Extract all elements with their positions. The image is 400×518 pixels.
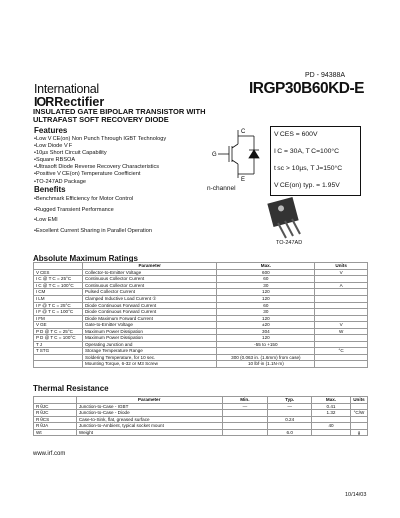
spec-vces: V CES = 600V [274,131,318,138]
table-cell: I C @ T C = 100°C [34,282,83,289]
table-cell: 0.24 [268,416,312,423]
table-cell [34,361,83,368]
benefits-heading: Benefits [34,185,66,194]
table-row [34,295,368,302]
table-cell [222,429,268,436]
table-cell: 304 [217,328,315,335]
table-cell: Soldering Temperature, for 10 sec. [82,354,217,361]
table-cell: Mounting Torque, 6-32 or M3 Screw [82,361,217,368]
table-cell [312,429,351,436]
column-header: Typ. [268,397,312,404]
table-cell: Collector-to-Emitter Voltage [82,269,217,276]
table-cell: 60 [217,302,315,309]
table-cell: I F @ T C = 100°C [34,309,83,316]
table-cell: °C/W [350,410,367,417]
table-cell: P D @ T C = 100°C [34,335,83,342]
table-cell: R θJA [34,423,77,430]
column-header: Parameter [82,263,217,270]
device-title-line2: ULTRAFAST SOFT RECOVERY DIODE [33,115,169,125]
table-cell: 120 [217,335,315,342]
table-cell: °C [315,348,368,355]
table-cell: V [315,269,368,276]
table-cell: R θJC [34,410,77,417]
table-cell: 60 [217,276,315,283]
table-cell: g [350,429,367,436]
table-cell: 300 (0.063 in. (1.6mm) from case) [217,354,315,361]
table-cell: 30 [217,309,315,316]
spec-tsc: t sc > 10µs, T J=150°C [274,165,343,172]
table-cell: Junction-to-Case - Diode [76,410,222,417]
igbt-symbol [208,126,270,184]
table-cell: — [222,403,268,410]
table-cell: 120 [217,295,315,302]
table-cell: Pulsed Collector Current [82,289,217,296]
table-cell: I C @ T C = 25°C [34,276,83,283]
feature-item: • 10µs Short Circuit Capability [34,150,166,157]
channel-label: n-channel [207,185,236,192]
benefits-list [34,194,152,236]
column-header: Units [315,263,368,270]
table-cell: Junction-to-Ambient, typical socket mount [76,423,222,430]
table-cell: 30 [217,282,315,289]
table-cell: -55 to +150 [217,341,315,348]
table-cell: T J [34,341,83,348]
table-cell: 0.41 [312,403,351,410]
table-row [34,429,368,436]
table-cell: T STG [34,348,83,355]
feature-item: • Ultrasoft Diode Reverse Recovery Characteristics [34,164,166,171]
column-header: Max. [312,397,351,404]
table-cell: I F @ T C = 25°C [34,302,83,309]
benefit-item: • Low EMI [34,215,152,226]
thermal-resistance-table [33,396,368,436]
table-cell: ±20 [217,322,315,329]
column-header: Parameter [76,397,222,404]
table-cell: Clamped Inductive Load Current ① [82,295,217,302]
table-cell: Storage Temperature Range [82,348,217,355]
thermal-heading: Thermal Resistance [33,384,109,393]
table-cell [315,295,368,302]
table-cell: 40 [312,423,351,430]
pd-number: PD - 94388A [305,72,346,79]
spec-ic: I C = 30A, T C=100°C [274,148,340,155]
table-cell: I LM [34,295,83,302]
feature-item: • Low V CE(on) Non Punch Through IGBT Technology [34,136,166,143]
table-cell: 600 [217,269,315,276]
table-cell: Wt [34,429,77,436]
logo-international: International [34,82,99,96]
table-cell: V [315,322,368,329]
table-cell: Diode Continuous Forward Current [82,309,217,316]
benefit-item: • Excellent Current Sharing in Parallel Operation [34,226,152,237]
table-cell: 1.32 [312,410,351,417]
table-cell: 120 [217,315,315,322]
collector-label: C [241,129,246,135]
table-cell: Maximum Power Dissipation [82,335,217,342]
table-cell: Continuous Collector Current [82,276,217,283]
table-cell: 120 [217,289,315,296]
features-list [34,136,166,186]
package-label: TO-247AD [276,240,303,246]
table-cell: P D @ T C = 25°C [34,328,83,335]
gate-label: G [212,152,217,158]
table-cell: R θCS [34,416,77,423]
revision-date: 10/14/03 [345,492,367,498]
features-heading: Features [34,126,68,135]
table-cell: I CM [34,289,83,296]
ior-logo-mark: IOR [34,95,54,109]
benefit-item: • Benchmark Efficiency for Motor Control [34,194,152,205]
benefit-item: • Rugged Transient Performance [34,205,152,216]
table-cell: A [315,282,368,289]
column-header: Min. [222,397,268,404]
device-title-line1: INSULATED GATE BIPOLAR TRANSISTOR WITH [33,107,206,116]
amr-heading: Absolute Maximum Ratings [33,254,138,263]
key-specs-box [270,126,361,196]
table-cell: Diode Continuous Forward Current [82,302,217,309]
part-number: IRGP30B60KD-E [249,80,364,97]
table-cell: Junction-to-Case - IGBT [76,403,222,410]
table-cell: 10 lbf·in (1.1N·m) [217,361,315,368]
feature-item: • TO-247AD Package [34,179,166,186]
logo-rectifier-text: Rectifier [54,95,105,109]
spec-vce-on: V CE(on) typ. = 1.95V [274,182,340,189]
to247-package-image [258,196,318,240]
feature-item: • Positive V CE(on) Temperature Coefficient [34,171,166,178]
table-cell: R θJC [34,403,77,410]
table-cell [315,361,368,368]
table-cell: — [268,403,312,410]
table-cell: V CES [34,269,83,276]
table-cell: Gate-to-Emitter Voltage [82,322,217,329]
table-cell: Diode Maximum Forward Current [82,315,217,322]
table-cell: Case-to-Sink, flat, greased surface [76,416,222,423]
table-cell: W [315,328,368,335]
emitter-label: E [241,177,246,183]
feature-item: • Square RBSOA [34,157,166,164]
table-cell: Operating Junction and [82,341,217,348]
table-cell: 6.0 [268,429,312,436]
table-cell: I FM [34,315,83,322]
feature-item: • Low Diode V F [34,143,166,150]
table-cell: Weight [76,429,222,436]
table-row [34,361,368,368]
table-cell: V GE [34,322,83,329]
device-title [33,108,293,125]
table-cell: Maximum Power Dissipation [82,328,217,335]
column-header: Units [350,397,367,404]
website-link[interactable]: www.irf.com [33,451,66,457]
column-header: Max. [217,263,315,270]
table-cell: Continuous Collector Current [82,282,217,289]
absolute-max-ratings-table [33,262,368,368]
